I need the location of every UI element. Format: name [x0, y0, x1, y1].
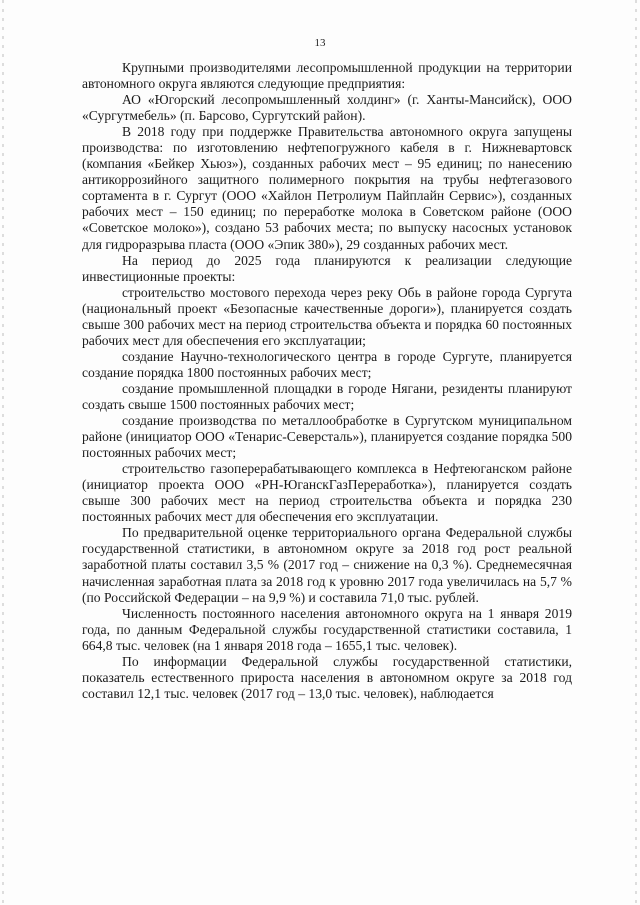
paragraph: Численность постоянного населения автономного округа на 1 января 2019 года, по данным Федеральной службы государственной статистики составила, 1 664,8 тыс. человек (на 1 января 2018 года – 1655,1 тыс. человек).: [82, 605, 572, 653]
paragraph: создание производства по металлообработке в Сургутском муниципальном районе (инициатор ООО «Тенарис-Северсталь»), планируется создание порядка 500 постоянных рабочих мест;: [82, 413, 572, 461]
paragraph: строительство газоперерабатывающего комплекса в Нефтеюганском районе (инициатор проекта ООО «РН-ЮганскГазПереработка»), планируется создать свыше 300 рабочих мест на период строительства объекта и порядка 230 постоянных рабочих мест для обеспечения его эксплуатации.: [82, 461, 572, 525]
body-text: [82, 60, 572, 702]
paragraph: В 2018 году при поддержке Правительства автономного округа запущены производства: по изготовлению нефтепогружного кабеля в г. Нижневартовск (компания «Бейкер Хьюз»), созданных рабочих мест – 95 единиц; по нанесению антикоррозийного защитного полимерного покрытия на трубы нефтегазового сортамента в г. Сургут (ООО «Хайлон Петролиум Пайплайн Сервис»), созданных рабочих мест – 150 единиц; по переработке молока в Советском районе (ООО «Советское молоко»), создано 53 рабочих места; по выпуску насосных установок для гидроразрыва пласта (ООО «Эпик 380»), 29 созданных рабочих мест.: [82, 124, 572, 252]
paragraph: строительство мостового перехода через реку Обь в районе города Сургута (национальный проект «Безопасные качественные дороги»), планируется создать свыше 300 рабочих мест на период строительства объекта и порядка 60 постоянных рабочих мест для обеспечения его эксплуатации;: [82, 284, 572, 348]
page-number: 13: [314, 37, 326, 49]
paragraph: Крупными производителями лесопромышленной продукции на территории автономного округа являются следующие предприятия:: [82, 60, 572, 92]
paragraph: По предварительной оценке территориального органа Федеральной службы государственной статистики, в автономном округе за 2018 год рост реальной заработной платы составил 3,5 % (2017 год – снижение на 0,3 %). Среднемесячная начисленная заработная плата за 2018 год к уровню 2017 года увеличилась на 5,7 % (по Российской Федерации – на 9,9 %) и составила 71,0 тыс. рублей.: [82, 525, 572, 605]
paragraph: По информации Федеральной службы государственной статистики, показатель естественного прироста населения в автономном округе за 2018 год составил 12,1 тыс. человек (2017 год – 13,0 тыс. человек), наблюдается: [82, 653, 572, 701]
paragraph: создание промышленной площадки в городе Нягани, резиденты планируют создать свыше 1500 постоянных рабочих мест;: [82, 380, 572, 412]
paragraph: На период до 2025 года планируются к реализации следующие инвестиционные проекты:: [82, 252, 572, 284]
paragraph: АО «Югорский лесопромышленный холдинг» (г. Ханты-Мансийск), ООО «Сургутмебель» (п. Барсово, Сургутский район).: [82, 92, 572, 124]
scan-edge-left: [2, 0, 4, 905]
scan-edge-right: [635, 0, 637, 905]
paragraph: создание Научно-технологического центра в городе Сургуте, планируется создание порядка 1800 постоянных рабочих мест;: [82, 348, 572, 380]
